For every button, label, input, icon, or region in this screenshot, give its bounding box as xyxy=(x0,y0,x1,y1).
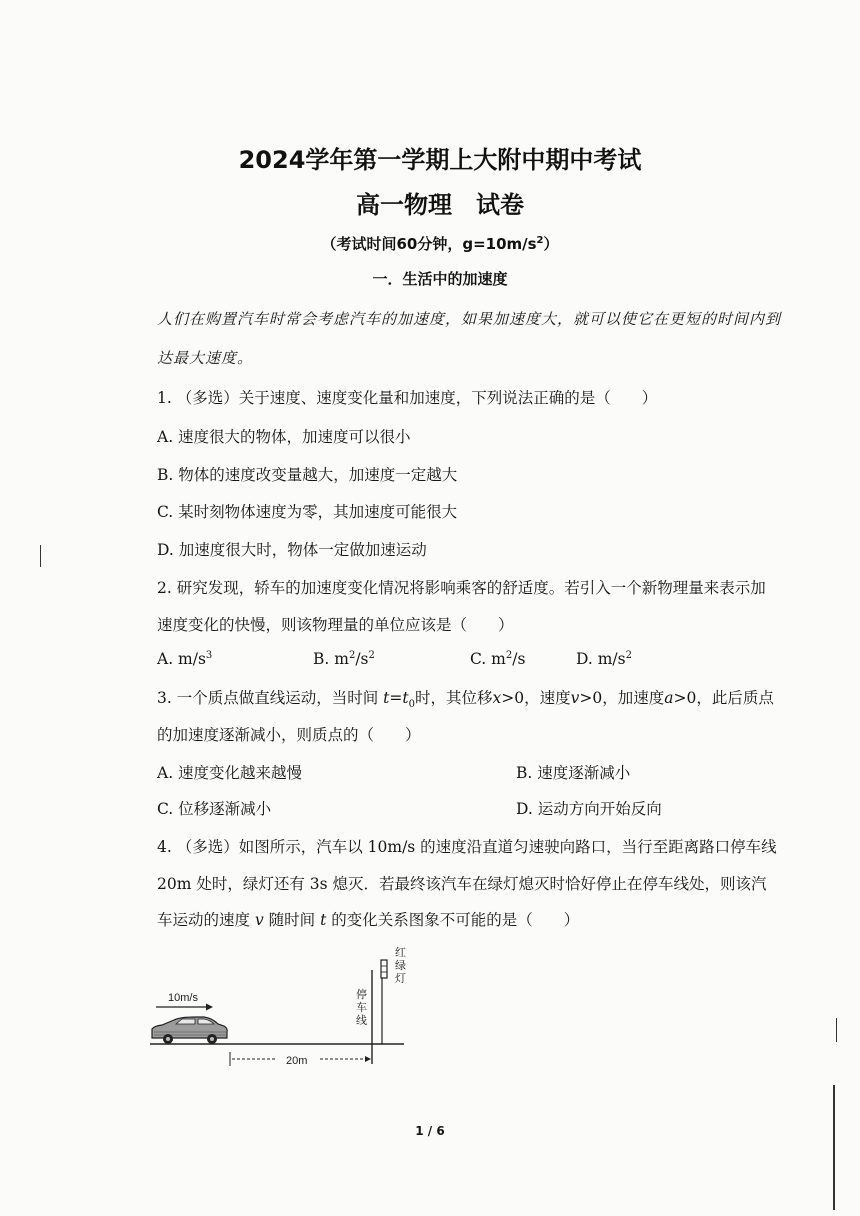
q3-line-1 xyxy=(157,686,774,710)
exam-info xyxy=(0,233,860,254)
q4-line-3 xyxy=(157,908,579,930)
q2-d-text: D. m/s xyxy=(576,650,626,669)
q3-option-c: C. 位移逐渐减小 xyxy=(157,800,272,818)
q3-option-d: D. 运动方向开始反向 xyxy=(516,800,662,818)
distance-label: 20m xyxy=(286,1055,308,1067)
distance-arrow-icon xyxy=(365,1056,371,1062)
section-heading: 一．生活中的加速度 xyxy=(372,270,508,288)
q1-option-a: A. 速度很大的物体，加速度可以很小 xyxy=(157,428,411,446)
stop-line-label-2: 车 xyxy=(356,1001,367,1014)
q2-a-sup: 3 xyxy=(205,650,213,661)
q2-line-2: 速度变化的快慢，则该物理量的单位应该是（ ） xyxy=(157,616,514,634)
q2-option-b xyxy=(313,650,375,668)
q2-option-a xyxy=(157,650,212,668)
q3-option-a: A. 速度变化越来越慢 xyxy=(157,764,303,782)
speed-arrow-icon xyxy=(156,1004,213,1011)
q3-var-x: x xyxy=(492,689,502,707)
scan-edge-mark xyxy=(40,545,41,567)
q4-var-t: t xyxy=(320,911,327,929)
exam-info-end: ） xyxy=(543,235,559,253)
exam-title: 2024学年第一学期上大附中期中考试 xyxy=(238,146,642,174)
light-label-1: 红 xyxy=(395,946,406,959)
intro-line-2: 达最大速度。 xyxy=(157,349,254,367)
q2-option-d xyxy=(576,650,632,668)
q2-a-text: A. m/s xyxy=(157,650,206,669)
exam-subtitle: 高一物理 试卷 xyxy=(356,191,524,219)
light-label-2: 绿 xyxy=(395,959,406,972)
light-label-3: 灯 xyxy=(395,972,406,985)
exam-info-text: （考试时间60分钟，g=10m/s xyxy=(321,235,537,253)
q3-var-t0: t xyxy=(402,689,409,707)
q3-sub0: 0 xyxy=(408,699,415,711)
q1-option-d: D. 加速度很大时，物体一定做加速运动 xyxy=(157,541,427,559)
q4-text-c: 的变化关系图象不可能的是（ ） xyxy=(326,911,580,929)
q4-var-v: v xyxy=(254,911,264,929)
traffic-figure xyxy=(146,940,416,1070)
q4-line-1: 4. （多选）如图所示，汽车以 10m/s 的速度沿直道匀速驶向路口，当行至距离路口停车线 xyxy=(157,838,777,856)
q2-option-c xyxy=(470,650,525,668)
q4-line-2: 20m 处时，绿灯还有 3s 熄灭．若最终该汽车在绿灯熄灭时恰好停止在停车线处，则该汽 xyxy=(157,875,767,893)
q2-c-post: /s xyxy=(512,650,526,669)
q2-line-1: 2. 研究发现，轿车的加速度变化情况将影响乘客的舒适度。若引入一个新物理量来表示加 xyxy=(157,579,766,597)
q2-b-text: B. m xyxy=(313,650,349,669)
q3-option-b: B. 速度逐渐减小 xyxy=(516,764,631,782)
q3-text-a: 3. 一个质点做直线运动，当时间 xyxy=(157,689,384,707)
q2-b-mid: /s xyxy=(355,650,369,669)
q3-var-t: t xyxy=(383,689,390,707)
scan-edge-mark-2 xyxy=(836,1018,837,1042)
q4-text-a: 车运动的速度 xyxy=(157,911,255,929)
q2-b-sup1: 2 xyxy=(348,650,356,661)
traffic-light-icon xyxy=(381,960,387,1044)
car-icon xyxy=(152,1017,227,1044)
q3-line-2: 的加速度逐渐减小，则质点的（ ） xyxy=(157,726,421,744)
q3-var-v: v xyxy=(570,689,580,707)
stop-line-label-1: 停 xyxy=(356,988,367,1001)
q1-option-c: C. 某时刻物体速度为零，其加速度可能很大 xyxy=(157,503,458,521)
q3-var-a: a xyxy=(664,689,674,707)
q1-stem: 1. （多选）关于速度、速度变化量和加速度，下列说法正确的是（ ） xyxy=(157,389,658,407)
q2-c-text: C. m xyxy=(470,650,506,669)
q3-text-d: >0，加速度 xyxy=(579,689,665,707)
q3-text-c: >0，速度 xyxy=(501,689,571,707)
q2-c-sup: 2 xyxy=(505,650,513,661)
speed-label: 10m/s xyxy=(168,992,198,1004)
q3-text-e: >0，此后质点 xyxy=(673,689,774,707)
scan-edge-line xyxy=(833,1085,835,1210)
exam-info-sup: 2 xyxy=(536,235,544,246)
stop-line-label-3: 线 xyxy=(356,1014,367,1027)
q2-b-sup2: 2 xyxy=(368,650,375,661)
q3-text-b: 时，其位移 xyxy=(415,689,493,707)
q4-text-b: 随时间 xyxy=(263,911,321,929)
q1-option-b: B. 物体的速度改变量越大，加速度一定越大 xyxy=(157,466,458,484)
q2-d-sup: 2 xyxy=(625,650,632,661)
page-number: 1 / 6 xyxy=(415,1124,445,1138)
q3-eq: = xyxy=(389,689,403,707)
intro-line-1: 人们在购置汽车时常会考虑汽车的加速度，如果加速度大，就可以使它在更短的时间内到 xyxy=(157,310,782,328)
